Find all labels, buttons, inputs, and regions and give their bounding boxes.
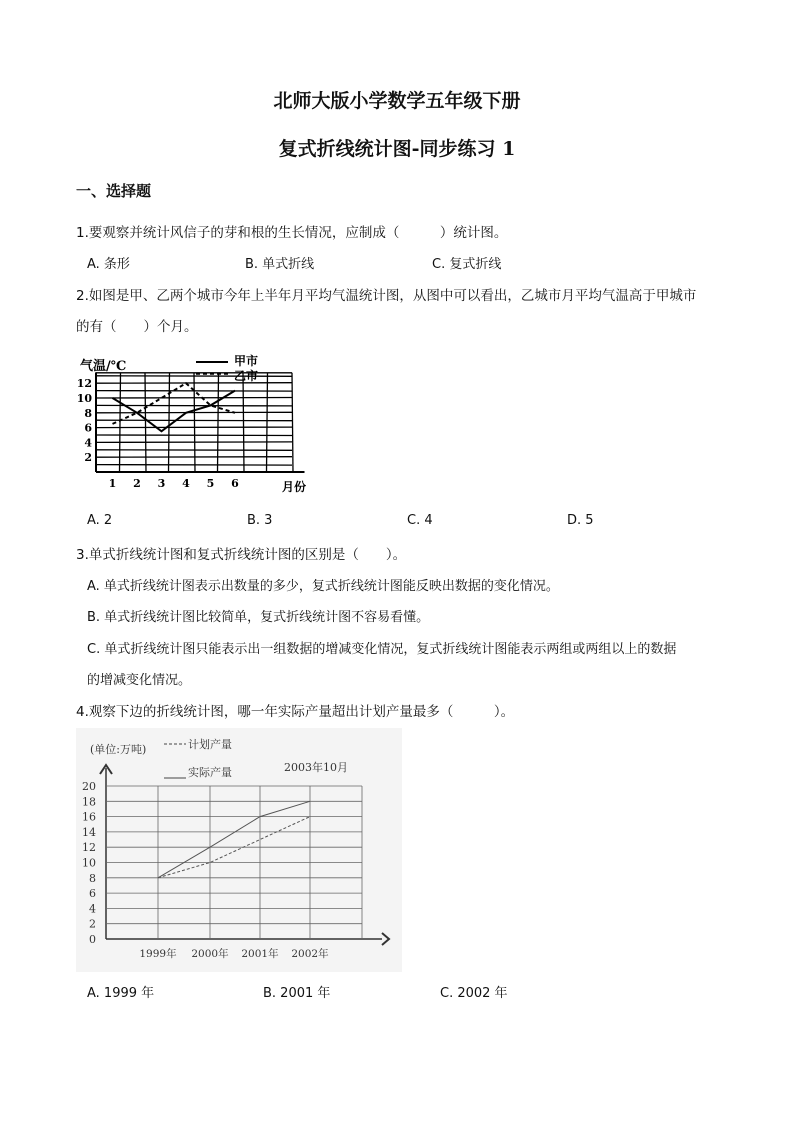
q4-option-c[interactable]: C. 2002 年: [440, 986, 508, 1001]
grid-line: [96, 450, 292, 451]
q2-option-b[interactable]: B. 3: [247, 513, 273, 528]
y-tick-label: 4: [89, 902, 96, 916]
question-2-text-line2: 的有（ ）个月。: [76, 319, 198, 335]
temperature-chart-xlabel: 月份: [282, 480, 307, 494]
series-jiashi-line: [113, 391, 236, 432]
y-tick-label: 0: [89, 933, 96, 946]
q3-option-c-line2: 的增减变化情况。: [87, 673, 192, 688]
legend-plan-label: 计划产量: [188, 738, 232, 751]
legend-actual-label: 实际产量: [188, 766, 232, 779]
temperature-chart-ylabel: 气温/℃: [80, 359, 127, 374]
question-3-text: 3.单式折线统计图和复式折线统计图的区别是（ ）。: [76, 547, 407, 563]
production-chart-unit: (单位:万吨): [90, 743, 147, 756]
y-tick-label: 12: [82, 841, 96, 855]
x-tick-label: 1999年: [139, 948, 177, 960]
question-4-text: 4.观察下边的折线统计图，哪一年实际产量超出计划产量最多（ ）。: [76, 704, 515, 720]
q2-option-d[interactable]: D. 5: [567, 513, 594, 528]
temperature-chart: [76, 348, 336, 498]
x-tick-label: 4: [182, 477, 190, 490]
y-tick-label: 12: [76, 377, 92, 391]
x-tick-label: 3: [157, 477, 166, 490]
series-yishi-line: [113, 383, 236, 424]
grid-line: [96, 457, 292, 458]
y-tick-label: 16: [82, 810, 96, 824]
y-tick-label: 10: [76, 392, 92, 405]
legend-jiashi: 甲市: [234, 354, 259, 368]
q1-option-c[interactable]: C. 复式折线: [432, 257, 502, 272]
y-tick-label: 2: [84, 451, 92, 465]
legend-yishi: 乙市: [234, 369, 259, 383]
grid-line: [292, 373, 293, 472]
q3-option-b[interactable]: B. 单式折线统计图比较简单，复式折线统计图不容易看懂。: [87, 610, 430, 625]
grid-line: [96, 465, 292, 466]
temperature-chart-grid: [96, 372, 305, 472]
y-tick-label: 4: [84, 436, 92, 450]
production-chart: [76, 728, 402, 972]
y-tick-label: 6: [84, 421, 92, 435]
y-tick-label: 2: [89, 917, 96, 931]
x-tick-label: 5: [206, 477, 215, 490]
q3-option-a[interactable]: A. 单式折线统计图表示出数量的多少，复式折线统计图能反映出数据的变化情况。: [87, 579, 559, 594]
q1-option-b[interactable]: B. 单式折线: [245, 257, 315, 272]
question-1-text: 1.要观察并统计风信子的芽和根的生长情况，应制成（ ）统计图。: [76, 225, 508, 241]
section-heading: 一、选择题: [76, 182, 152, 200]
q4-option-a[interactable]: A. 1999 年: [87, 986, 155, 1001]
y-tick-label: 20: [82, 780, 96, 793]
y-tick-label: 6: [89, 887, 96, 901]
q2-option-a[interactable]: A. 2: [87, 513, 113, 528]
temperature-chart-labels: [77, 377, 239, 490]
page-subtitle: 复式折线统计图-同步练习 1: [278, 138, 516, 160]
y-tick-label: 8: [84, 406, 92, 420]
x-tick-label: 2001年: [241, 948, 279, 960]
q4-option-b[interactable]: B. 2001 年: [263, 986, 331, 1001]
production-chart-background: [76, 728, 402, 972]
page-title: 北师大版小学数学五年级下册: [273, 90, 521, 112]
y-tick-label: 18: [82, 795, 96, 809]
q1-option-a[interactable]: A. 条形: [87, 257, 130, 272]
y-tick-label: 10: [82, 856, 96, 870]
question-2-text-line1: 2.如图是甲、乙两个城市今年上半年月平均气温统计图，从图中可以看出，乙城市月平均气温高于甲城市: [76, 288, 697, 304]
q3-option-c-line1[interactable]: C. 单式折线统计图只能表示出一组数据的增减变化情况，复式折线统计图能表示两组或两组以上的数据: [87, 642, 677, 657]
y-tick-label: 8: [89, 871, 96, 885]
grid-line: [96, 442, 292, 443]
production-chart-date-note: 2003年10月: [284, 761, 348, 774]
x-tick-label: 2000年: [191, 948, 229, 960]
y-tick-label: 14: [82, 825, 96, 839]
x-tick-label: 6: [231, 477, 239, 490]
q2-option-c[interactable]: C. 4: [407, 513, 433, 528]
x-tick-label: 1: [108, 477, 117, 490]
x-tick-label: 2: [133, 477, 141, 490]
x-tick-label: 2002年: [291, 948, 329, 960]
